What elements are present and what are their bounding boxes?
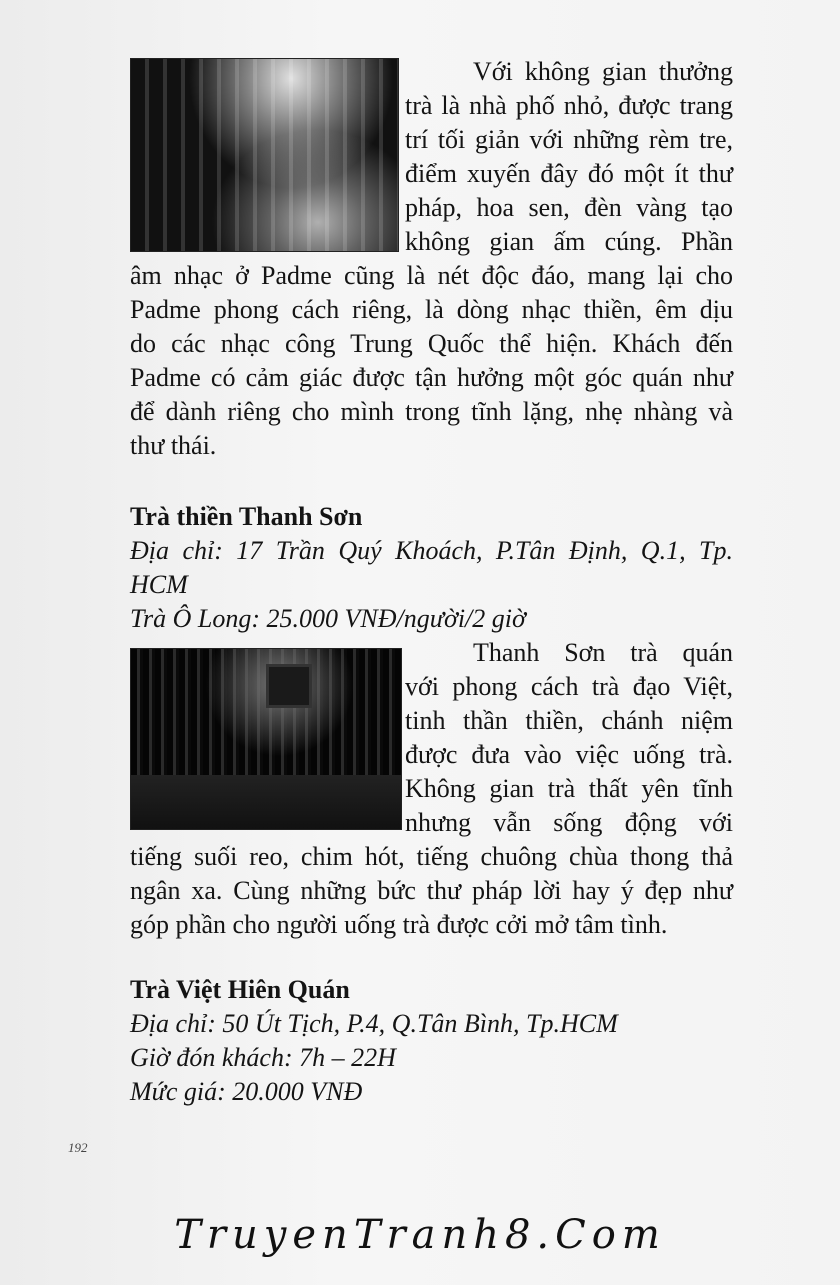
text-line: góp phần cho người uống trà được cởi mở tâm tình.	[130, 910, 668, 939]
price-text: Trà Ô Long: 25.000 VNĐ/người/2 giờ	[130, 604, 526, 633]
page-number: 192	[68, 1140, 88, 1155]
text-line: nhưng vẫn sống động với	[405, 808, 733, 837]
text-line: không gian ấm cúng. Phần	[405, 227, 733, 256]
teahouse-room-photo	[130, 648, 402, 830]
text-line: Padme phong cách riêng, là dòng nhạc thiền, êm dịu	[130, 295, 733, 324]
text-line: pháp, hoa sen, đèn vàng tạo	[405, 193, 733, 222]
address-text: Địa chỉ: 50 Út Tịch, P.4, Q.Tân Bình, Tp.HCM	[130, 1009, 618, 1038]
text-line: trí tối giản với những rèm tre,	[405, 125, 733, 154]
text-line: điểm xuyến đây đó một ít thư	[405, 159, 733, 188]
text-line: do các nhạc công Trung Quốc thể hiện. Khách đến	[130, 329, 733, 358]
text-line: để dành riêng cho mình trong tĩnh lặng, nhẹ nhàng và	[130, 397, 733, 426]
text-line: Thanh Sơn trà quán	[473, 638, 733, 667]
text-line: Với không gian thưởng	[473, 57, 733, 86]
wall-picture-frame	[266, 664, 312, 708]
price-text: Mức giá: 20.000 VNĐ	[130, 1077, 363, 1106]
text-line: Padme có cảm giác được tận hưởng một góc quán như	[130, 363, 733, 392]
text-line: thư thái.	[130, 431, 217, 460]
watermark: TruyenTranh8.Com	[174, 1212, 666, 1258]
text-line: tiếng suối reo, chim hót, tiếng chuông chùa thong thả	[130, 842, 733, 871]
text-line: với phong cách trà đạo Việt,	[405, 672, 733, 701]
text-line: tinh thần thiền, chánh niệm	[405, 706, 733, 735]
text-line: ngân xa. Cùng những bức thư pháp lời hay ý đẹp như	[130, 876, 733, 905]
text-line: âm nhạc ở Padme cũng là nét độc đáo, mang lại cho	[130, 261, 733, 290]
section-heading: Trà Việt Hiên Quán	[130, 975, 350, 1004]
hours-text: Giờ đón khách: 7h – 22H	[130, 1043, 396, 1072]
address-text-continued: HCM	[130, 570, 188, 599]
text-line: trà là nhà phố nhỏ, được trang	[405, 91, 733, 120]
teahouse-interior-photo	[130, 58, 399, 252]
section-heading: Trà thiền Thanh Sơn	[130, 502, 363, 531]
text-line: Không gian trà thất yên tĩnh	[405, 774, 733, 803]
text-line: được đưa vào việc uống trà.	[405, 740, 733, 769]
address-text: Địa chỉ: 17 Trần Quý Khoách, P.Tân Định, Q.1, Tp.	[130, 536, 733, 565]
